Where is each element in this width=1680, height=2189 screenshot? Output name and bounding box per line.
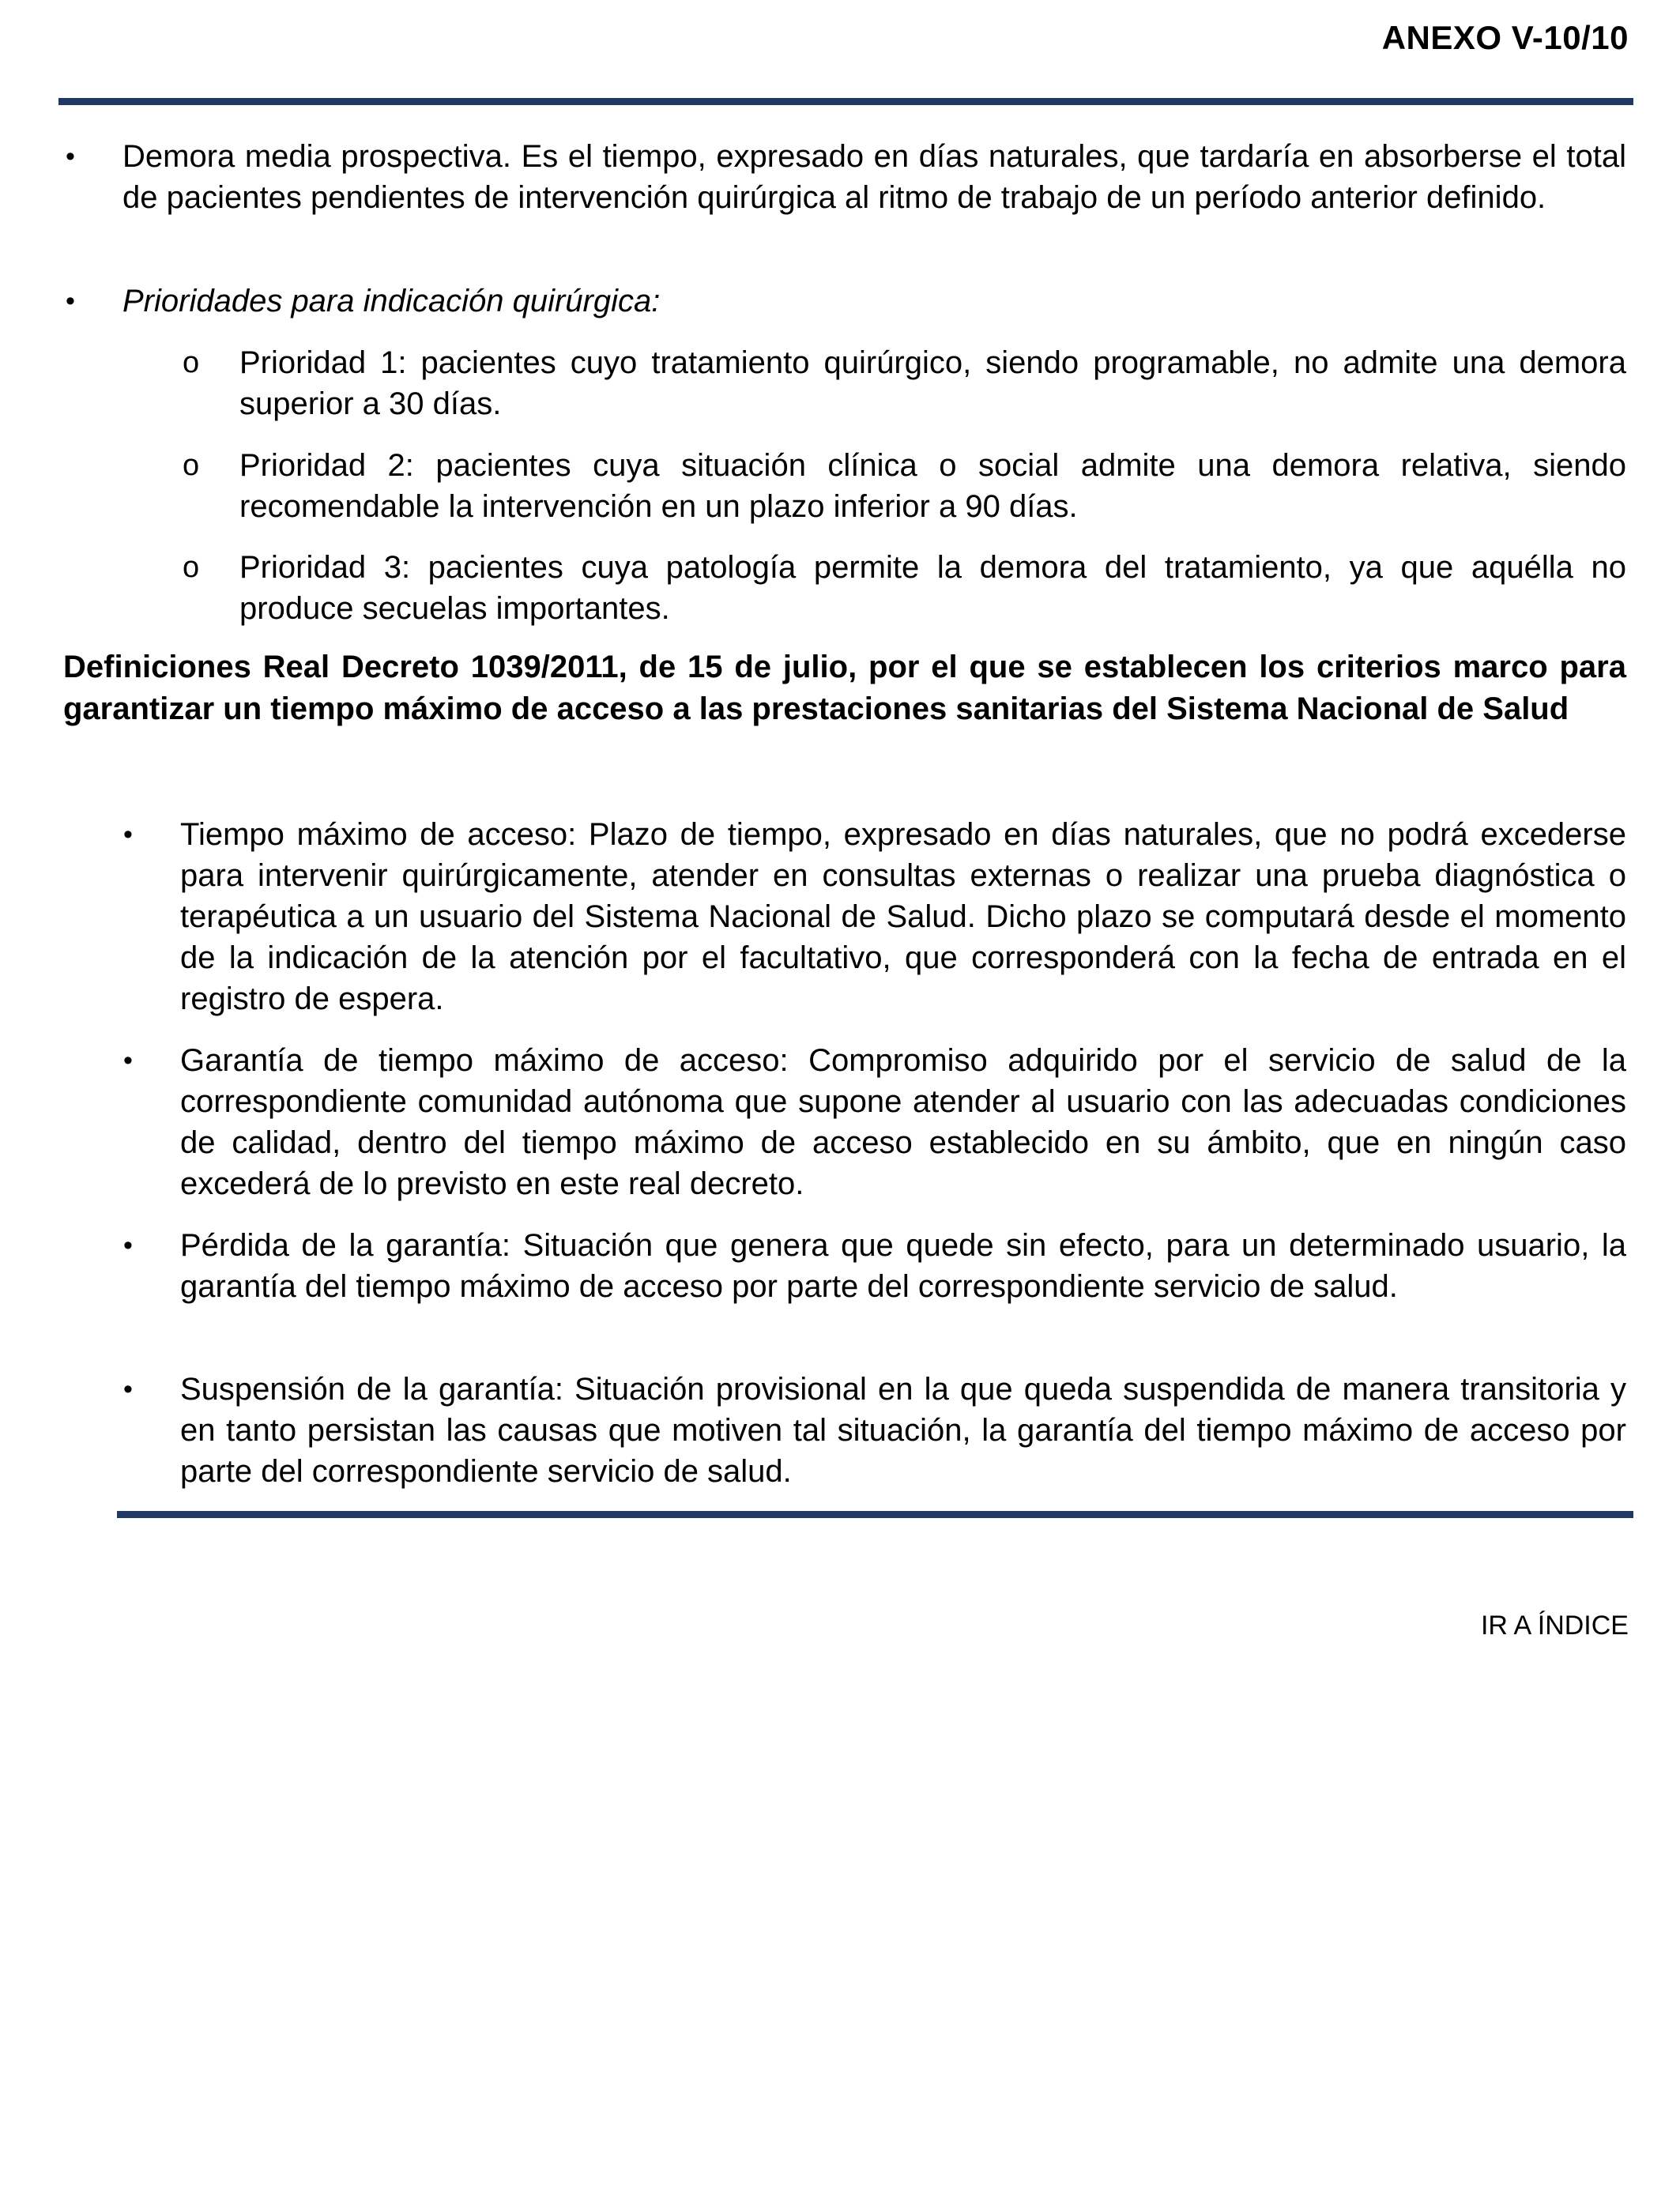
list-item-demora-media <box>66 136 1626 218</box>
footer-divider <box>117 1511 1633 1518</box>
header-divider <box>58 98 1633 105</box>
definition-item-tiempo-maximo <box>123 814 1626 1019</box>
section-heading: Definiciones Real Decreto 1039/2011, de 15 de julio, por el que se establecen los criterios marco para garantizar un tiempo máximo de acceso a las prestaciones sanitarias del Sistema Nacional de Salud <box>63 650 1626 726</box>
circle-bullet-icon: o <box>183 449 200 482</box>
index-link[interactable]: IR A ÍNDICE <box>1480 1611 1629 1641</box>
definition-text: Suspensión de la garantía: Situación provisional en la que queda suspendida de manera transitoria y en tanto persistan las causas que motiven tal situación, la garantía del tiempo máximo de acceso por parte del correspondiente servicio de salud. <box>180 1372 1626 1489</box>
priority-item-2 <box>183 445 1626 527</box>
list-item-prioridades <box>66 281 1626 322</box>
bullet-icon: • <box>123 1230 133 1260</box>
bullet-icon: • <box>123 1046 133 1076</box>
priority-text: Prioridad 2: pacientes cuya situación clínica o social admite una demora relativa, siendo recomendable la intervención en un plazo inferior a 90 días. <box>239 448 1626 524</box>
definition-text: Tiempo máximo de acceso: Plazo de tiempo, expresado en días naturales, que no podrá excederse para intervenir quirúrgicamente, atender en consultas externas o realizar una prueba diagnóstica o terapéutica a un usuario del Sistema Nacional de Salud. Dicho plazo se computará desde el momento de la indicación de la atención por el facultativo, que corresponderá con la fecha de entrada en el registro de espera. <box>180 817 1626 1016</box>
priority-item-1 <box>183 342 1626 424</box>
bullet-icon: • <box>66 286 75 316</box>
list-item-text: Prioridades para indicación quirúrgica: <box>122 284 661 318</box>
definition-item-perdida <box>123 1225 1626 1307</box>
priority-text: Prioridad 3: pacientes cuya patología permite la demora del tratamiento, ya que aquélla no produce secuelas importantes. <box>239 550 1626 626</box>
list-item-text: Demora media prospectiva. Es el tiempo, expresado en días naturales, que tardaría en absorberse el total de pacientes pendientes de intervención quirúrgica al ritmo de trabajo de un período anterior definido. <box>122 139 1626 215</box>
circle-bullet-icon: o <box>183 346 200 379</box>
definition-item-garantia <box>123 1040 1626 1204</box>
bullet-icon: • <box>123 1374 133 1404</box>
definition-item-suspension <box>123 1369 1626 1492</box>
priority-item-3 <box>183 547 1626 629</box>
bullet-icon: • <box>66 141 75 171</box>
definition-text: Pérdida de la garantía: Situación que genera que quede sin efecto, para un determinado usuario, la garantía del tiempo máximo de acceso por parte del correspondiente servicio de salud. <box>180 1228 1626 1304</box>
bullet-icon: • <box>123 819 133 850</box>
page-title: ANEXO V-10/10 <box>1381 19 1629 56</box>
circle-bullet-icon: o <box>183 551 200 584</box>
definition-text: Garantía de tiempo máximo de acceso: Compromiso adquirido por el servicio de salud de la correspondiente comunidad autónoma que supone atender al usuario con las adecuadas condiciones de calidad, dentro del tiempo máximo de acceso establecido en su ámbito, que en ningún caso excederá de lo previsto en este real decreto. <box>180 1043 1626 1201</box>
priority-text: Prioridad 1: pacientes cuyo tratamiento quirúrgico, siendo programable, no admite una demora superior a 30 días. <box>239 345 1626 421</box>
